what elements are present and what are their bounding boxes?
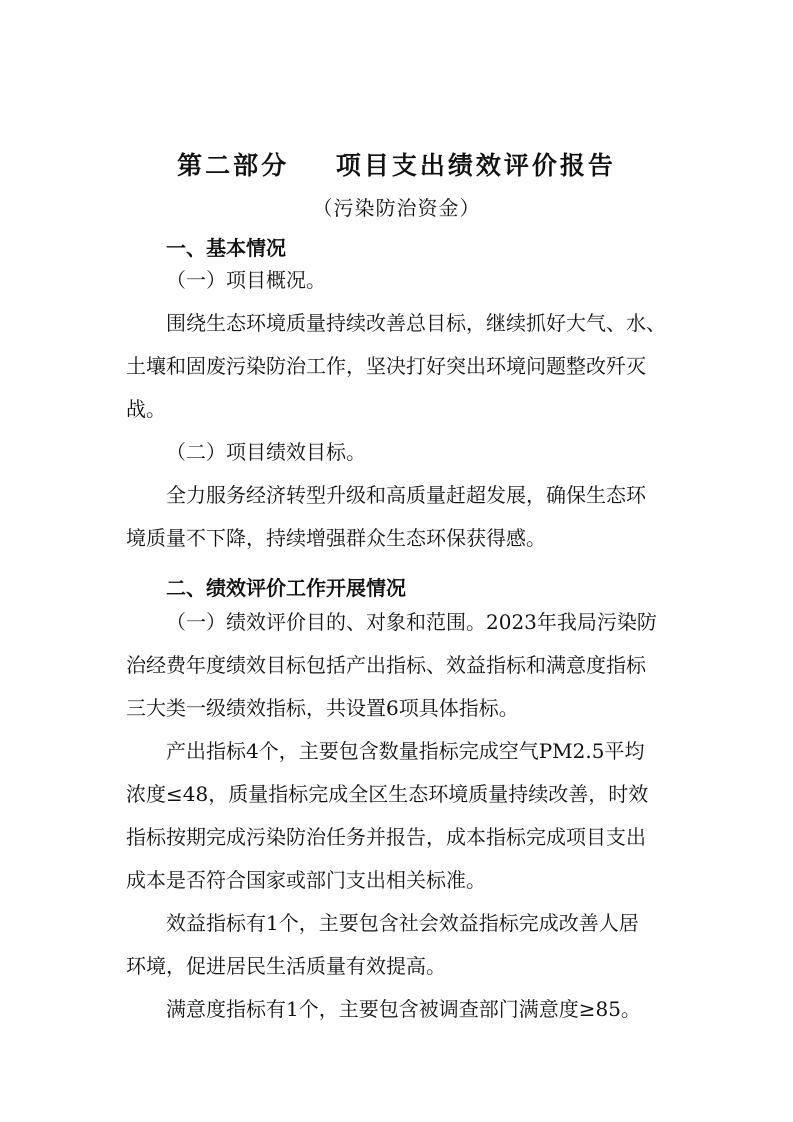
paragraph-line: 产出指标4个，主要包含数量指标完成空气PM2.5平均 — [166, 739, 645, 763]
paragraph-line: （一）绩效评价目的、对象和范围。2023年我局污染防 — [166, 610, 657, 634]
paragraph-line: 效益指标有1个，主要包含社会效益指标完成改善人居 — [166, 911, 639, 935]
subsection-heading-goals: （二）项目绩效目标。 — [166, 440, 366, 464]
paragraph-line: 战。 — [126, 397, 166, 421]
section-heading-basic-info: 一、基本情况 — [166, 236, 286, 260]
paragraph-line: 指标按期完成污染防治任务并报告，成本指标完成项目支出 — [126, 825, 646, 849]
paragraph-line: 三大类一级绩效指标，共设置6项具体指标。 — [126, 696, 519, 720]
paragraph-line: 满意度指标有1个，主要包含被调查部门满意度≥85。 — [166, 997, 641, 1021]
page-title: 第二部分 项目支出绩效评价报告 — [177, 151, 616, 180]
paragraph-line: 环境，促进居民生活质量有效提高。 — [126, 954, 446, 978]
section-heading-evaluation: 二、绩效评价工作开展情况 — [166, 576, 406, 600]
paragraph-line: 治经费年度绩效目标包括产出指标、效益指标和满意度指标 — [126, 653, 646, 677]
subsection-heading-overview: （一）项目概况。 — [166, 268, 326, 292]
paragraph-line: 成本是否符合国家或部门支出相关标准。 — [126, 868, 486, 892]
paragraph-line: 全力服务经济转型升级和高质量赶超发展，确保生态环 — [166, 483, 646, 507]
paragraph-line: 浓度≤48，质量指标完成全区生态环境质量持续改善，时效 — [126, 782, 649, 806]
paragraph-line: 围绕生态环境质量持续改善总目标，继续抓好大气、水、 — [166, 311, 666, 335]
page-subtitle: （污染防治资金） — [312, 196, 481, 220]
paragraph-line: 土壤和固废污染防治工作，坚决打好突出环境问题整改歼灭 — [126, 354, 646, 378]
paragraph-line: 境质量不下降，持续增强群众生态环保获得感。 — [126, 526, 546, 550]
